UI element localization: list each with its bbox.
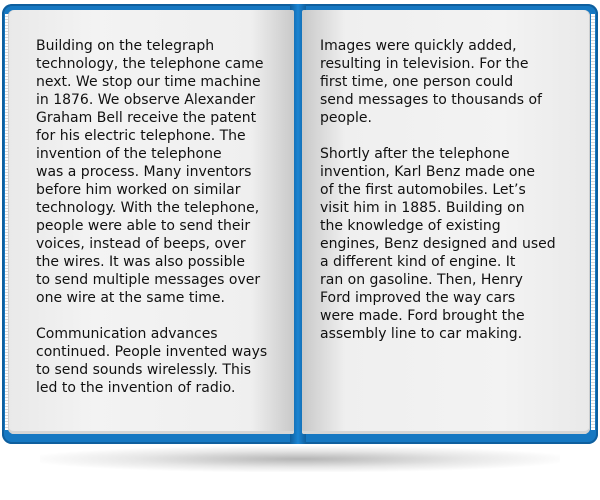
left-page-text: Building on the telegraph technology, the telephone came next. We stop our time machine in 1876. We observe Alexander Graham Bell receive the patent for his electric telephone. The invention of the telephone was a process. Many inventors before him worked on similar technology. With the telephone, people were able to send their voices, instead of beeps, over the wires. It was also possible to send multiple messages over one wire at the same time. Communication advances continued. People invented ways to send sounds wirelessly. This led to the invention of radio.	[36, 38, 268, 396]
right-page-text: Images were quickly added, resulting in television. For the first time, one person could send messages to thousands of people. Shortly after the telephone invention, Karl Benz made one of the first automobiles. Let’s visit him in 1885. Building on the knowledge of existing engines, Benz designed and used a different kind of engine. It ran on gasoline. Then, Henry Ford improved the way cars were made. Ford brought the assembly line to car making.	[320, 38, 556, 342]
left-page	[8, 10, 294, 434]
right-page	[302, 10, 590, 434]
right-page-edge	[591, 14, 595, 430]
book-shadow	[40, 446, 560, 472]
